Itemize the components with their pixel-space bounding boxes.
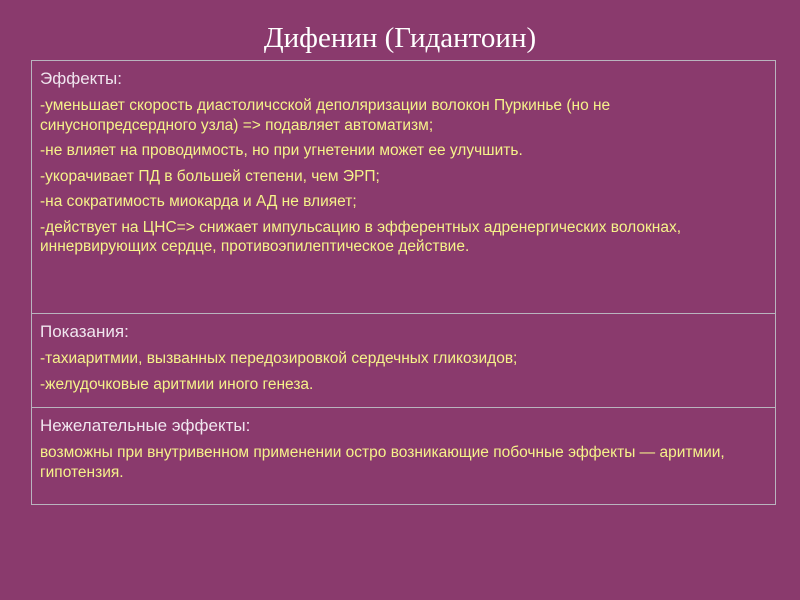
- indications-heading: Показания:: [40, 322, 129, 341]
- content-table: [31, 60, 776, 505]
- effects-item: -уменьшает скорость диастоличсской деполяризации волокон Пуркинье (но не синуснопредсердного узла) => подавляет автоматизм;: [40, 97, 611, 134]
- adverse-effects-section: [32, 408, 775, 506]
- effects-item: -не влияет на проводимость, но при угнетении может ее улучшить.: [40, 142, 523, 159]
- adverse-effects-item: возможны при внутривенном применении остро возникающие побочные эффекты — аритмии, гипотензия.: [40, 444, 725, 481]
- indications-item: -желудочковые аритмии иного генеза.: [40, 375, 314, 393]
- adverse-effects-heading: Нежелательные эффекты:: [40, 416, 251, 435]
- effects-heading: Эффекты:: [40, 69, 123, 88]
- effects-item: -действует на ЦНС=> снижает импульсацию в эфферентных адренергических волокнах, иннервирующих сердце, противоэпилептическое действие.: [40, 218, 681, 255]
- slide-title: Дифенин (Гидантоин): [263, 22, 537, 54]
- effects-item: -укорачивает ПД в большей степени, чем ЭРП;: [40, 167, 380, 185]
- indications-item: -тахиаритмии, вызванных передозировкой сердечных гликозидов;: [40, 350, 518, 367]
- indications-section: [32, 314, 775, 408]
- effects-item: -на сократимость миокарда и АД не влияет;: [40, 193, 357, 210]
- effects-section: [32, 61, 775, 314]
